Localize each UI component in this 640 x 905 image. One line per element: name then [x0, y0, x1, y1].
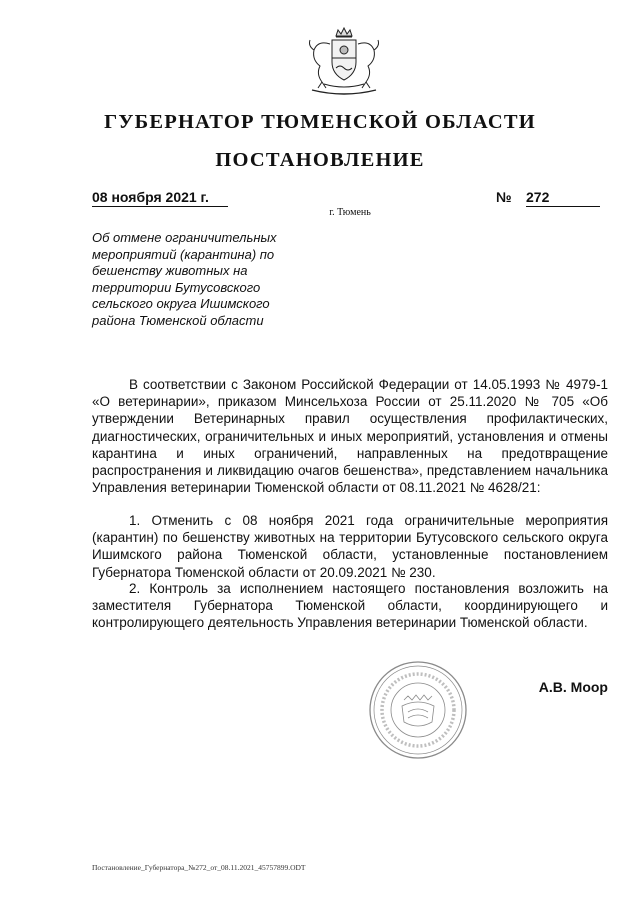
coat-of-arms-icon [300, 24, 388, 100]
document-date: 08 ноября 2021 г. [92, 189, 228, 207]
authority-title: ГУБЕРНАТОР ТЮМЕНСКОЙ ОБЛАСТИ [104, 111, 536, 133]
signatory-name: А.В. Моор [538, 679, 608, 695]
number-label: № [496, 189, 512, 205]
item-2-paragraph: 2. Контроль за исполнением настоящего постановления возложить на заместителя Губернатора Тюменской области, координирующего и контролирующего деятельность Управления ветеринарии Тюменской области. [92, 581, 608, 631]
item-1-paragraph: 1. Отменить с 08 ноября 2021 года ограничительные мероприятия (карантин) по бешенству животных на территории Бутусовского сельского округа Ишимского района Тюменской области, установленные постановлением Губернатора Тюменской области от 20.09.2021 № 230. [92, 513, 608, 580]
footer-filename: Постановление_Губернатора_№272_от_08.11.2021_45757899.ODT [92, 863, 306, 872]
document-number [496, 189, 604, 207]
number-value: 272 [526, 189, 600, 207]
official-seal-icon [368, 660, 468, 760]
basis-paragraph: В соответствии с Законом Российской Федерации от 14.05.1993 № 4979-1 «О ветеринарии», приказом Минсельхоза России от 25.11.2020 № 705 «Об утверждении Ветеринарных правил осуществления профилактических, диагностических, ограничительных и иных мероприятий, установления и отмены карантина и иных ограничений, направленных на предотвращение распространения и ликвидацию очагов бешенства», представлением начальника Управления ветеринарии Тюменской области от 08.11.2021 № 4628/21: [92, 377, 608, 496]
document-subject: Об отмене ограничительных мероприятий (карантина) по бешенству животных на территории Бутусовского сельского округа Ишимского района Тюменской области [92, 230, 277, 328]
document-type: ПОСТАНОВЛЕНИЕ [215, 149, 425, 171]
document-city: г. Тюмень [329, 207, 371, 218]
